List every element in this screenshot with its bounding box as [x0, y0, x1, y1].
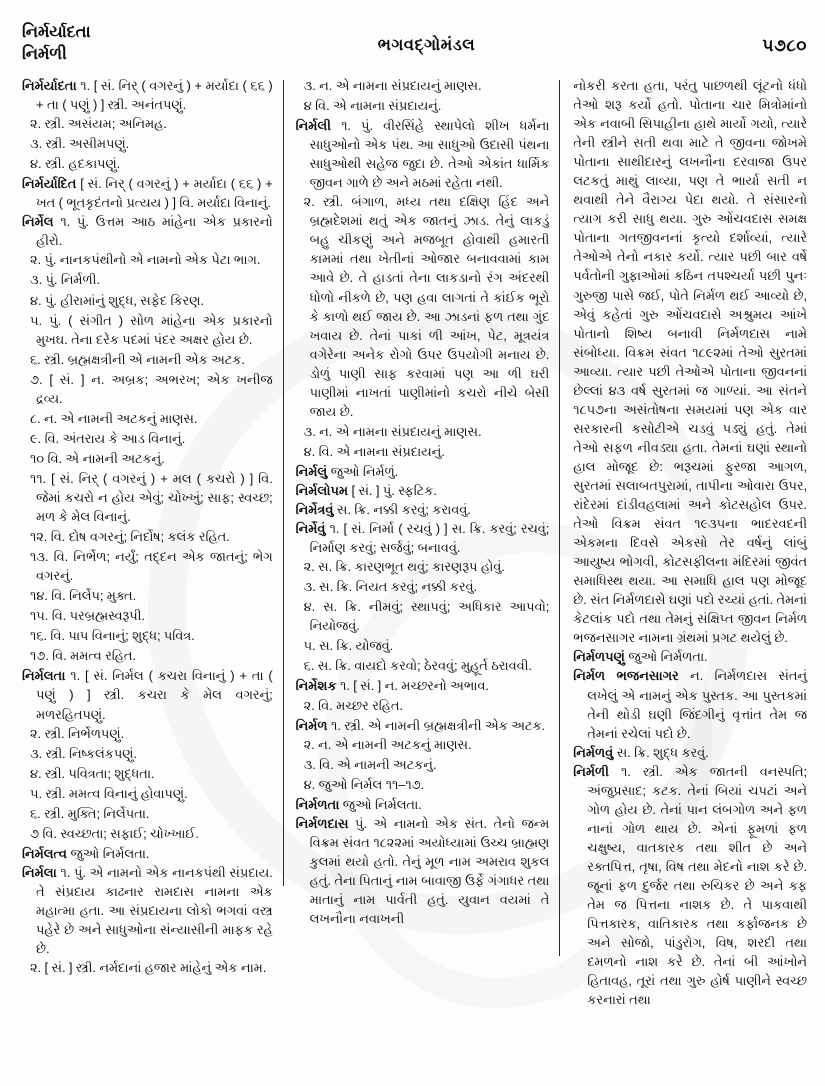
entry-sense: ૪ વિ. એ નામના સંપ્રદાયનું. [303, 98, 442, 114]
entry-sense: ૨. સ્ત્રી. અસંયમ; અનિમહ. [30, 116, 167, 132]
dictionary-entry [22, 863, 273, 958]
entry-headword: નિર્મળી [573, 763, 609, 779]
page-number: ૫૭૮૦ [762, 36, 807, 55]
guideword-last: નિર્મળી [22, 44, 67, 63]
entry-headword: નિર્મળપણું [573, 649, 625, 665]
entry-sense: ૧૧. [ સં. નિર્ ( વગરનું ) + મલ ( કચરો ) ] વિ. જેમાં કચરો ન હોય એવું; ચોખ્ખું; સાફ; સ્વચ્છ; મળ કે મેલ વિનાનું. [30, 470, 273, 525]
entry-sense: ૩. સ્ત્રી. અસીમપણું. [30, 136, 130, 152]
dictionary-entry [296, 462, 550, 481]
entry-sense: ૨. સ્ત્રી. બંગાળ, મધ્ય તથા દક્ષિણ હિંદ અને બ્રહ્મદેશમાં થતું એક જાતનું ઝાડ. તેનું લાકડું બહુ ચીકણું અને મજબૂત હોવાથી હમારતી કામમાં તથા ખેતીનાં ઓજાર બનાવવામાં કામ આવે છે. તે હાડતાં તેના લાકડાનો રંગ અંદરથી ધોળો નીકળે છે, પણ હવા લાગતાં તે કાંઈક ભૂરો કે કાળો થઈ જાય છે. આ ઝાડનાં ફળ તથા ગુંદ ખવાય છે. તેનાં પાકાં ળી આંખ, પેટ, મૂત્રયંત્ર વગેરેના અનેક રોગો ઉપર ઉપયોગી મનાય છે. ડોળું પાણી સાફ કરવામાં પણ આ ળી ઘરી પાણીમાં નાખતાં પાણીમાંનો કચરો નીચે બેસી જાય છે. [303, 194, 550, 419]
text-columns [22, 76, 807, 1076]
entry-headword: નિર્મેલ [22, 214, 54, 230]
entry-sense: ૨. સ. ક્રિ. કારણભૂત થવું; કારણરૂપ હોવું. [303, 559, 505, 575]
guideword-first: નિર્મર્યાદતા [22, 23, 91, 41]
entry-sense: ૨. [ સં. ] સ્ત્રી. નર્મદાનાં હજાર માંહેનું એક નામ. [30, 960, 267, 976]
dictionary-entry [573, 647, 807, 666]
entry-headword: નિર્મેશક [295, 678, 337, 694]
entry-headword: નિર્મેવું [295, 521, 326, 537]
entry-sense: ૨. પું. નાનકપંથીનો એ નામનો એક પેટા ભાગ. [30, 252, 261, 268]
entry-headword: નિર્મલું [295, 463, 328, 479]
entry-sense: ૪. સ. ક્રિ. નીમવું; સ્થાપવું; અધિકાર આપવો; નિયોજવું. [303, 599, 550, 634]
entry-sense: ૧૪. વિ. નિર્લેપ; મુક્ત. [30, 588, 137, 604]
entry-sense: ૩. સ. ક્રિ. નિયત કરવું; નક્કી કરવું. [303, 579, 477, 595]
dictionary-entry [22, 666, 273, 723]
running-head-guidewords [22, 22, 90, 66]
entry-sense: ૬. સ. ક્રિ. વાયદો કરવો; ઠેરવવું; મુહૂર્ત ઠરાવવી. [303, 658, 532, 674]
dictionary-entry [573, 666, 807, 742]
entry-definition: જુઓ નિર્મલતા. [339, 796, 422, 812]
dictionary-entry [573, 743, 807, 762]
entry-headword: નિર્મળ ભજનસાગર [573, 668, 679, 684]
entry-headword: નિર્મળ [295, 717, 328, 733]
dictionary-entry [296, 676, 550, 695]
entry-sense: ૨. વિ. મચ્છર રહિત. [303, 697, 403, 713]
entry-sense: ૪. સ્ત્રી. હદકાપણું. [30, 156, 121, 172]
entry-continuation-paragraph: નોકરી કરતા હતા, પરંતુ પાછળથી લૂંટનો ધંધો તેઓ શરૂ કર્યો હતો. પોતાના ચાર મિત્રોમાંનો એક નવાબી સિપાહીના હાથે માર્યો ગયો, ત્યારે તેની સ્ત્રીને સતી થવા માટે તે જીવના જોખમે પોતાના સાથીદારનું લખનૌના દરવાજા ઉપર લટકતું માથું લાવ્યા, પણ તે ભાર્યા સતી ન થવાથી તેને વૈરાગ્ય પેદા થયો. તે સંસારનો ત્યાગ કરી સાધુ થયા. ગુરુ ઓંચવદાસ સમક્ષ પોતાના ગતજીવનનાં કૃત્યો દર્શાવ્યાં, ત્યારે તેઓએ તેનો નકાર કર્યો. ત્યાર પછી બાર વર્ષે પર્વતોની ગુફાઓમાં કઠિન તપશ્ચર્યા પછી પુનઃ ગુરુજી પાસે જઈ, પોતે નિર્મળ થઈ આવ્યો છે, એવું કહેતાં ગુરુ ઓંચવદાસે અશ્રુમય આંખે પોતાનો શિષ્ય બનાવી નિર્મળદાસ નામે સંબોધ્યા. વિક્રમ સંવત ૧૮૯૨માં તેઓ સુરતમાં આવ્યા. ત્યાર પછી તેઓએ પોતાના જીવનનાં છેલ્લાં ૪૩ વર્ષ સુરતમાં જ ગાળ્યાં. આ સંતને ૧૮૫૭ના અસંતોષના સમયમાં પણ એક વાર સરકારની કસોટીએ ચડવું પડ્યું હતું. તેમાં તેઓ સફળ નીવડ્યા હતા. તેમનાં ઘણાં સ્થાનો હાલ મોજૂદ છે: ભરૂચમાં ફુરજા આગળ, સુરતમાં સલાબતપુરામાં, તાપીના ઓવારા ઉપર, રાંદેરમાં દાંડીવહલામાં અને કોટસહોલ ઉપર. તેઓ વિક્રમ સંવત ૧૯૩૫ના ભાદરવદની એકમના દિવસે એકસો તેર વર્ષનું લાંબું આયુષ્ય ભોગવી, કોટસફીલના મંદિરમાં જીવંત સમાધિસ્થ થયા. આ સમાધિ હાલ પણ મોજૂદ છે. સંત નિર્મળદાસે ઘણાં પદો રચ્યાં હતાં. તેમનાં કેટલાંક પદો તથા તેમનું સંક્ષિપ્ત જીવન નિર્મળ ભજનસાગર નામના ગ્રંથમાં પ્રગટ થયેલું છે. [573, 78, 807, 646]
dictionary-entry [296, 116, 550, 192]
dictionary-entry [573, 762, 807, 1010]
entry-sense: ૪. પું. હીરામાંનું શુદ્ધ, સફેદ કિરણ. [30, 292, 204, 308]
entry-definition: સ. ક્રિ. નક્કી કરવું; કરાવવું. [333, 502, 471, 518]
entry-headword: નિર્મલતા [22, 668, 66, 684]
entry-sense: ૩. પું. નિર્મળી. [30, 272, 100, 288]
entry-definition: ૧. પું. ઉત્તમ આઠ માંહેના એક પ્રકારનો હીરો. [36, 214, 273, 249]
entry-sense: ૬. સ્ત્રી. મુક્તિ; નિર્લેપતા. [30, 805, 150, 821]
entry-sense: ૧૩. વિ. નિર્ભેળ; નર્યું; તદ્દન એક જાતનું; ભેગ વગરનું. [30, 549, 273, 584]
dictionary-entry [22, 844, 273, 863]
entry-definition: પું. એ નામનો એક સંત. તેનો જન્મ વિક્રમ સંવત ૧૮૨૨માં અયોધ્યામાં ઉચ્ચ બ્રાહ્મણ કુલમાં થયો હતો. તેનું મૂળ નામ અમરાવ શુકલ હતું. તેના પિતાનું નામ બાવાજી ઉર્ફે ગંગાધર તથા માતાનું નામ પાર્વતી હતું. યુવાન વયમાં તે લખનૌના નવાખની [309, 815, 550, 927]
entry-definition: સ. ક્રિ. શુદ્ધ કરવું. [613, 744, 709, 760]
entry-sense: ૫. પું. ( સંગીત ) સોળ માંહેના એક પ્રકારનો મુખઘ. તેના દરેક પદમાં પંદર અક્ષર હોય છે. [30, 312, 273, 347]
book-title: ભગવદ્ગોમંડલ [377, 36, 476, 54]
dictionary-entry [22, 212, 273, 250]
entry-headword: નિર્મર્યાદિત [22, 176, 77, 192]
entry-headword: નિર્મેત્રવું [295, 502, 334, 518]
entry-sense: ૩. ન. એ નામના સંપ્રદાયનું માણસ. [303, 78, 482, 93]
column-one [22, 76, 283, 1076]
entry-sense: ૧૦ વિ. એ નામની અટકનું. [30, 450, 165, 466]
entry-sense: ૨. સ્ત્રી. નિર્ભેળપણું. [30, 725, 125, 741]
dictionary-entry [296, 519, 550, 557]
entry-sense: ૭. [ સં. ] ન. અબ્રક; અભરખ; એક ખનીજ દ્રવ્ય. [30, 371, 273, 406]
entry-sense: ૧૨. વિ. દોષ વગરનું; નિર્દોષ; કલંક રહિત. [30, 529, 230, 545]
entry-headword: નિર્મળદાસ [295, 815, 349, 831]
entry-definition: ૧. [ સં. નિર્મલ ( કચરા વિનાનું ) + તા ( પણું ) ] સ્ત્રી. કચરા કે મેલ વગરનું; મળરહિતપણું. [36, 668, 273, 722]
entry-sense: ૫. સ્ત્રી. મમત્વ વિનાનું હોવાપણું. [30, 785, 188, 801]
column-three [560, 76, 807, 1076]
entry-definition: ૧. સ્ત્રી. એક જાતની વનસ્પતિ; અંજુપ્રસાદ; કટક. તેનાં બિયાં ચપટાં અને ગોળ હોય છે. તેનાં પાન લંબગોળ અને ફળ નાનાં ગોળ થાય છે. એનાં ફૂમળાં ફળ ચક્ષુષ્ય, વાતકારક તથા શીત છે અને રક્તપિત્ત, તૃષા, વિષ તથા મેદનો નાશ કરે છે. જૂનાં ફળ દુર્જર તથા રુચિકર છે અને કફ તેમ જ પિત્તના નાશક છે. તે પાકવાથી પિત્તકારક, વાતિકારક તથા કર્ફાજનક છે અને સોજો, પાંડુરોગ, વિષ, શરદી તથા દમળનો નાશ કરે છે. તેનાં બી આંખોને હિતાવહ, તૂરાં તથા ગુરુ હોર્ષ પાણીને સ્વચ્છ કરનારાં તથા [587, 763, 807, 1008]
entry-definition: ૧. સ્ત્રી. એ નામની બ્રહ્મક્ષત્રીની એક અટક. [327, 717, 545, 733]
entry-sense: ૩. વિ. એ નામની અટકનું. [303, 756, 437, 772]
entry-sense: ૨. ન. એ નામની અટકનું માણસ. [303, 736, 472, 752]
entry-sense: ૧૬. વિ. પાપ વિનાનું; શુદ્ધ; પવિત્ર. [30, 628, 195, 644]
dictionary-entry [296, 716, 550, 735]
entry-definition: ન. નિર્મળદાસ સંતનું લખેલું એ નામનું એક પુસ્તક. આ પુસ્તકમાં તેની થોડી ઘણી જિંદગીનું વૃત્તાંત તેમ જ તેમનાં રચેલાં પદો છે. [587, 668, 807, 741]
entry-sense: ૫. સ. ક્રિ. યોજવું. [303, 638, 394, 654]
entry-definition: જુઓ નિર્મળતા. [624, 649, 708, 665]
entry-headword: નિર્મર્યાદતા [22, 78, 77, 93]
entry-definition: ૧. [ સં. નિર્ ( વગરનું ) + મર્યાદા ( ૬૬ ) + તા ( પણું ) ] સ્ત્રી. અનંતપણું. [36, 78, 273, 113]
entry-definition: [ સં. નિર્ ( વગરનું ) + મર્યાદા ( ૬૬ ) + ખત ( ભૂતકૃદંતનો પ્રત્યય ) ] વિ. મર્યાદા વિનાનું. [36, 176, 273, 211]
dictionary-entry [296, 814, 550, 928]
entry-sense: ૧૭. વિ. મમત્વ રહિત. [30, 648, 136, 664]
entry-sense: ૩. સ્ત્રી. નિષ્કલંકપણું. [30, 745, 137, 761]
entry-headword: નિર્મલત્વ [22, 845, 67, 861]
dictionary-entry [296, 500, 550, 519]
entry-headword: નિર્મલોપમ [295, 482, 349, 498]
entry-sense: ૭ વિ. સ્વચ્છતા; સફાઈ; ચોખ્ખાઈ. [30, 825, 199, 841]
entry-headword: નિર્મલા [22, 864, 57, 880]
entry-sense: ૩. ન. એ નામના સંપ્રદાયનું માણસ. [303, 423, 482, 439]
entry-sense: ૬. સ્ત્રી. બ્રહ્મક્ષત્રીની એ નામની એક અટક. [30, 351, 245, 367]
running-head [22, 22, 807, 74]
entry-definition: જુઓ નિર્મલતા. [67, 845, 150, 861]
dictionary-entry [296, 481, 550, 500]
entry-headword: નિર્મલી [295, 118, 331, 134]
dictionary-entry [296, 795, 550, 814]
entry-sense: ૮. ન. એ નામની અટકનું માણસ. [30, 410, 198, 426]
dictionary-entry [22, 76, 273, 114]
entry-definition: ૧. પું. વીરસિંહે સ્થાપેલો શીખ ધર્મના સાધુઓનો એક પંથ. આ સાધુઓ ઉદાસી પંથના સાધુઓથી સહેજ જુદા છે. તેઓ એકાંત ધાર્મિક જીવન ગાળે છે અને મઠમાં રહેતા નથી. [309, 118, 550, 191]
entry-definition: [ સં. ] પું. સ્ફટિક. [348, 482, 437, 498]
entry-sense: ૪. જુઓ નિર્મલ ૧૧–૧૭. [303, 776, 425, 792]
dictionary-entry [22, 174, 273, 212]
entry-definition: જુઓ નિર્મળું. [327, 463, 399, 479]
entry-definition: ૧. [ સં. નિર્મા ( રચવું ) ] સ. ક્રિ. કરવું; રચવું; નિર્માણ કરવું; સર્જવું; બનાવવું. [309, 521, 550, 556]
entry-definition: ૧. પું. એ નામનો એક નાનકપંથી સંપ્રદાય. તે સંપ્રદાય કાઢનાર રામદાસ નામના એક મહાત્મા હતા. આ સંપ્રદાયના લોકો ભગવાં વસ્ત્ર પહેરે છે અને સાધુઓના સંન્યાસીની માફક રહે છે. [36, 864, 273, 957]
entry-sense: ૯. વિ. અંતરાય કે આડ વિનાનું. [30, 430, 186, 446]
entry-definition: ૧. [ સં. ] ન. મચ્છરનો અભાવ. [336, 678, 489, 694]
entry-headword: નિર્મળતા [295, 796, 340, 812]
entry-sense: ૪. સ્ત્રી. પવિત્રતા; શુદ્ધતા. [30, 765, 155, 781]
entry-headword: નિર્મળવું [573, 744, 614, 760]
entry-sense: ૪. વિ. એ નામના સંપ્રદાયનું. [303, 443, 445, 459]
column-two [284, 76, 560, 1076]
entry-sense: ૧૫. વિ. પરબ્રહ્મસ્વરૂપી. [30, 608, 145, 624]
